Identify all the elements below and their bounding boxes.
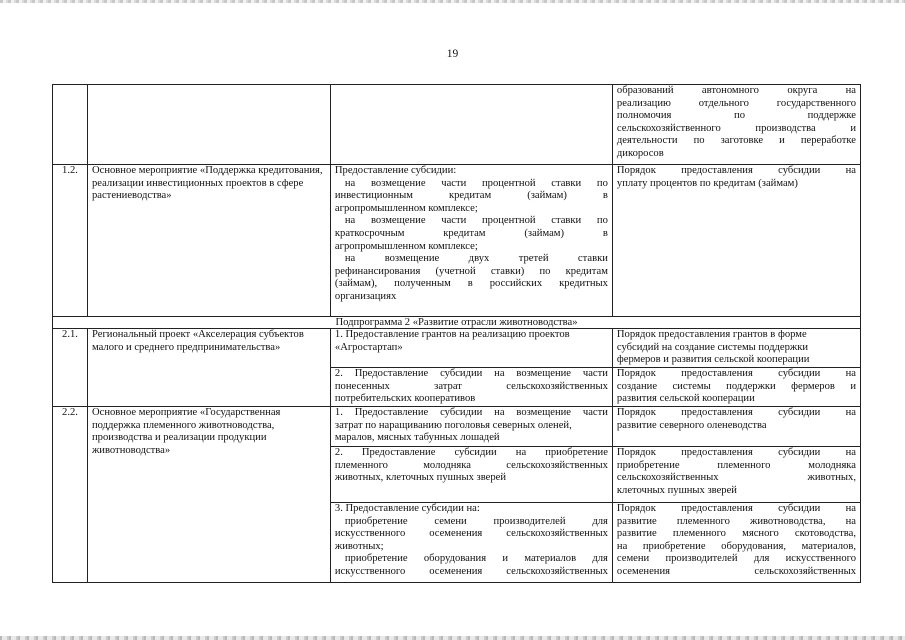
cell-measure: Региональный проект «Акселерация субъектов малого и среднего предпринимательства»: [87, 329, 330, 407]
table-row: [53, 407, 861, 447]
cell-procedure: образований автономного округа на реализацию отдельного государственного полномочия по поддержке сельскохозяйственного производства и деятельности по заготовке и переработке дикоросов: [612, 85, 860, 165]
cell-measure: Основное мероприятие «Поддержка кредитования, реализации инвестиционных проектов в сфере растениеводства»: [87, 165, 330, 317]
table-row: [53, 317, 861, 329]
measures-table: [52, 84, 861, 583]
cell-procedure: Порядок предоставления грантов в форме субсидий на создание системы поддержки фермеров и развития сельской кооперации: [612, 329, 860, 368]
cell-measure: Основное мероприятие «Государственная поддержка племенного животноводства, производства и реализации продукции животноводства»: [87, 407, 330, 583]
page-number: 19: [446, 48, 459, 60]
subprogram-heading: Подпрограмма 2 «Развитие отрасли животноводства»: [53, 317, 861, 329]
cell-procedure: Порядок предоставления субсидии на развитие племенного животноводства, на развитие племенного мясного скотоводства, на приобретение оборудования, материалов, семени производителей для искусственного осеменения сельскохозяйственных: [612, 503, 860, 583]
scan-edge-bottom: [0, 636, 905, 640]
cell-procedure: Порядок предоставления субсидии на приобретение племенного молодняка сельскохозяйственных животных, клеточных пушных зверей: [612, 447, 860, 503]
cell-subsidy: 3. Предоставление субсидии на: приобретение семени производителей для искусственного осеменения сельскохозяйственных животных; приобретение оборудования и материалов для искусственного осеменения сельскохозяйственных: [330, 503, 612, 583]
cell-subsidy: Предоставление субсидии: на возмещение части процентной ставки по инвестиционным кредитам (займам) в агропромышленном комплексе; на возмещение части процентной ставки по краткосрочным кредитам (займам) в агропромышленном комплексе; на возмещение двух третей ставки рефинансирования (учетной ставки) по кредитам (займам), полученным в российских кредитных организациях: [330, 165, 612, 317]
cell-subsidy: 1. Предоставление субсидии на возмещение части затрат по наращиванию поголовья северных оленей, маралов, мясных табунных лошадей: [330, 407, 612, 447]
table-row: [53, 329, 861, 368]
cell-subsidy: 1. Предоставление грантов на реализацию проектов «Агростартап»: [330, 329, 612, 368]
cell-subsidy: 2. Предоставление субсидии на приобретение племенного молодняка сельскохозяйственных животных, клеточных пушных зверей: [330, 447, 612, 503]
cell-procedure: Порядок предоставления субсидии на уплату процентов по кредитам (займам): [612, 165, 860, 317]
row-number: 1.2.: [53, 165, 88, 317]
scan-edge-top: [0, 0, 905, 3]
row-number: 2.1.: [53, 329, 88, 407]
table-row: [53, 165, 861, 317]
cell-procedure: Порядок предоставления субсидии на создание системы поддержки фермеров и развития сельской кооперации: [612, 368, 860, 407]
row-number: 2.2.: [53, 407, 88, 583]
cell-subsidy: 2. Предоставление субсидии на возмещение части понесенных затрат сельскохозяйственных потребительских кооперативов: [330, 368, 612, 407]
table-row: [53, 85, 861, 165]
cell-procedure: Порядок предоставления субсидии на развитие северного оленеводства: [612, 407, 860, 447]
